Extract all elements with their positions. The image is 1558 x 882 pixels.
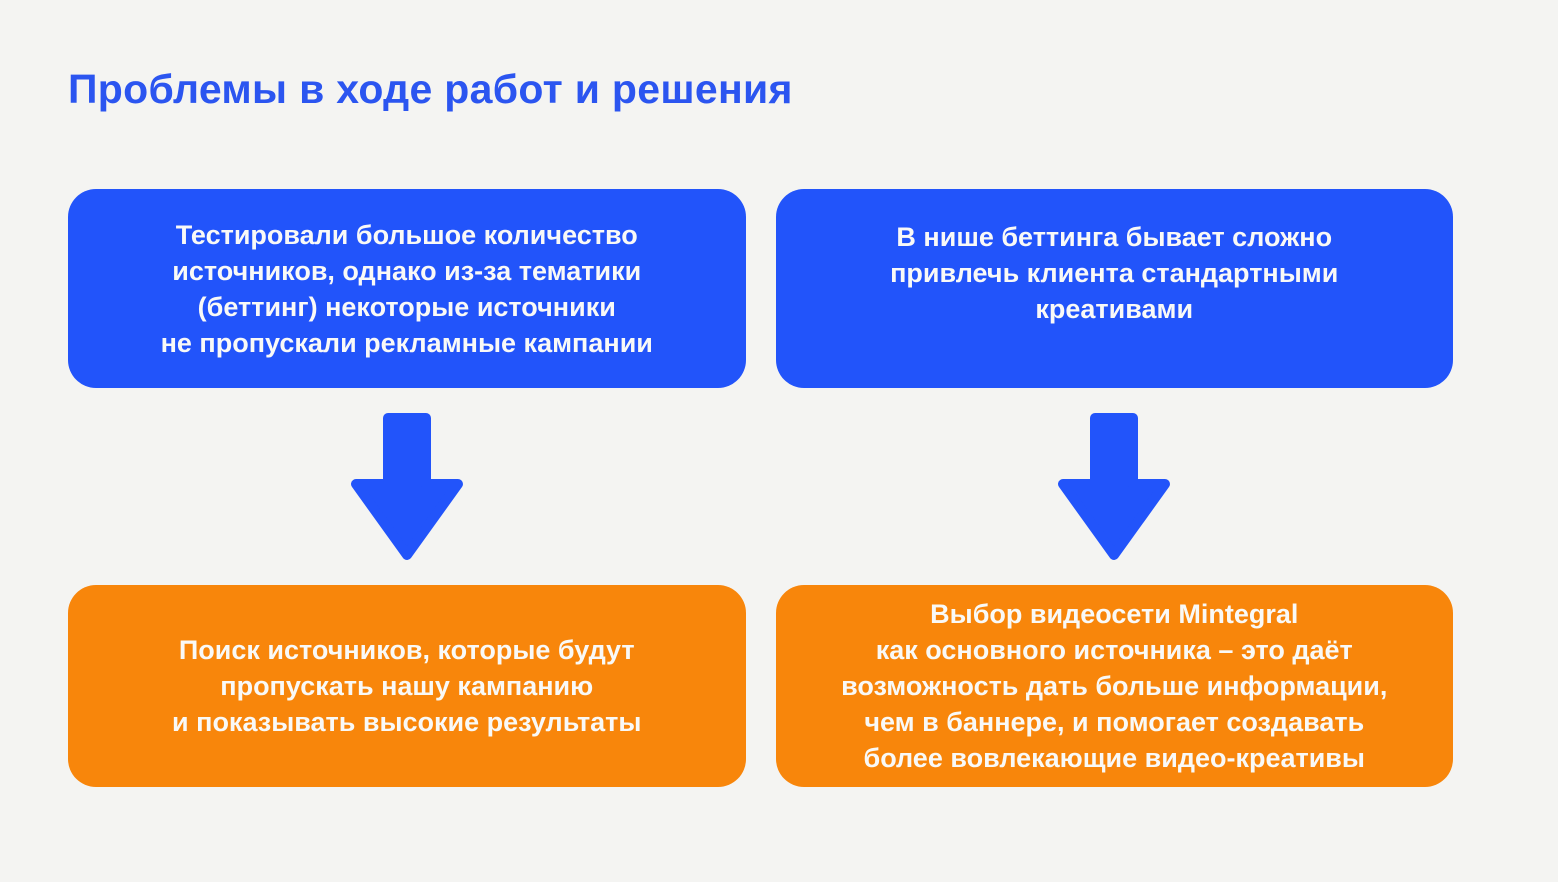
card-text-line: возможность дать больше информации, <box>841 671 1388 701</box>
card-text-line: креативами <box>1035 293 1194 324</box>
card-text-line: пропускать нашу кампанию <box>220 671 594 701</box>
problem-card-left <box>68 189 746 388</box>
card-text-line: (беттинг) некоторые источники <box>197 291 616 322</box>
flow-column-left <box>68 189 746 787</box>
card-text-line: источников, однако из-за тематики <box>172 255 642 286</box>
card-text-line: привлечь клиента стандартными <box>890 257 1339 288</box>
card-text-line: чем в баннере, и помогает создавать <box>864 707 1365 737</box>
solution-card-right <box>776 585 1454 787</box>
card-text-line: более вовлекающие видео-креативы <box>863 743 1365 773</box>
down-arrow-icon <box>776 388 1454 585</box>
solution-card-left <box>68 585 746 787</box>
card-text-line: и показывать высокие результаты <box>172 707 642 737</box>
down-arrow-icon <box>68 388 746 585</box>
card-text-line: не пропускали рекламные кампании <box>160 327 653 358</box>
problem-card-right <box>776 189 1454 388</box>
card-text-line: Выбор видеосети Mintegral <box>930 599 1299 629</box>
page-title: Проблемы в ходе работ и решения <box>68 66 793 112</box>
card-text-line: как основного источника – это даёт <box>875 635 1353 665</box>
card-text-line: В нише беттинга бывает сложно <box>896 221 1333 252</box>
card-text-line: Тестировали большое количество <box>175 219 638 250</box>
flow-diagram <box>68 189 1453 787</box>
card-text-line: Поиск источников, которые будут <box>178 635 635 665</box>
flow-column-right <box>776 189 1454 787</box>
